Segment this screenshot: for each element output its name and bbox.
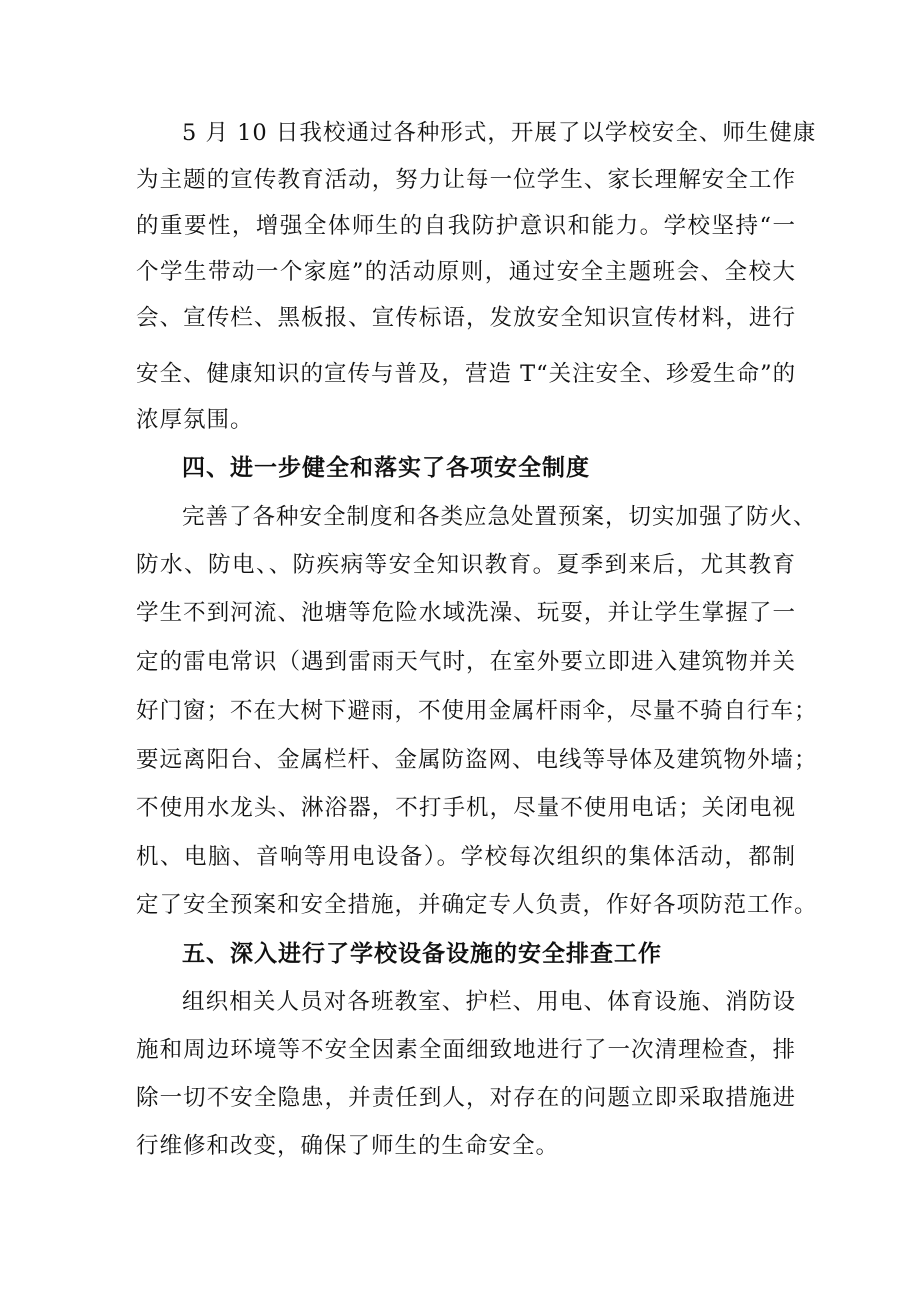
paragraph-2-line-7: 不使用水龙头、淋浴器，不打手机，尽量不使用电话；关闭电视 (136, 795, 796, 821)
paragraph-1-line-7: 浓厚氛围。 (136, 407, 254, 433)
paragraph-2-line-8: 机、电脑、音响等用电设备）。学校每次组织的集体活动，都制 (136, 844, 796, 870)
paragraph-1-line-3: 的重要性，增强全体师生的自我防护意识和能力。学校坚持“一 (136, 213, 796, 239)
paragraph-1-line-5: 会、宣传栏、黑板报、宣传标语，发放安全知识宣传材料，进行 (136, 305, 796, 331)
paragraph-2-line-3: 学生不到河流、池塘等危险水域洗澡、玩耍，并让学生掌握了一 (136, 600, 796, 626)
paragraph-2-line-6: 要远离阳台、金属栏杆、金属防盗网、电线等导体及建筑物外墙； (136, 747, 818, 773)
paragraph-3-line-2: 施和周边环境等不安全因素全面细致地进行了一次清理检查，排 (136, 1037, 796, 1063)
paragraph-2-line-2: 防水、防电、、防疾病等安全知识教育。夏季到来后，尤其教育 (136, 552, 796, 578)
paragraph-1-line-4: 个学生带动一个家庭”的活动原则，通过安全主题班会、全校大 (136, 259, 796, 285)
section-heading-4: 四、进一步健全和落实了各项安全制度 (182, 455, 590, 481)
paragraph-2-line-9: 定了安全预案和安全措施，并确定专人负责，作好各项防范工作。 (136, 892, 818, 918)
paragraph-2-line-4: 定的雷电常识（遇到雷雨天气时，在室外要立即进入建筑物并关 (136, 649, 796, 675)
paragraph-2-line-5: 好门窗；不在大树下避雨，不使用金属杆雨伞，尽量不骑自行车； (136, 698, 818, 724)
paragraph-1-line-2: 为主题的宣传教育活动，努力让每一位学生、家长理解安全工作 (136, 167, 796, 193)
paragraph-1-line-1: 5 月 10 日我校通过各种形式，开展了以学校安全、师生健康 (182, 120, 817, 146)
paragraph-1-line-6: 安全、健康知识的宣传与普及，营造 T“关注安全、珍爱生命”的 (136, 361, 797, 387)
paragraph-3-line-1: 组织相关人员对各班教室、护栏、用电、体育设施、消防设 (182, 989, 796, 1015)
paragraph-3-line-4: 行维修和改变，确保了师生的生命安全。 (136, 1133, 560, 1159)
paragraph-2-line-1: 完善了各种安全制度和各类应急处置预案，切实加强了防火、 (182, 504, 817, 530)
paragraph-3-line-3: 除一切不安全隐患，并责任到人，对存在的问题立即采取措施进 (136, 1085, 796, 1111)
section-heading-5: 五、深入进行了学校设备设施的安全排查工作 (182, 941, 662, 967)
